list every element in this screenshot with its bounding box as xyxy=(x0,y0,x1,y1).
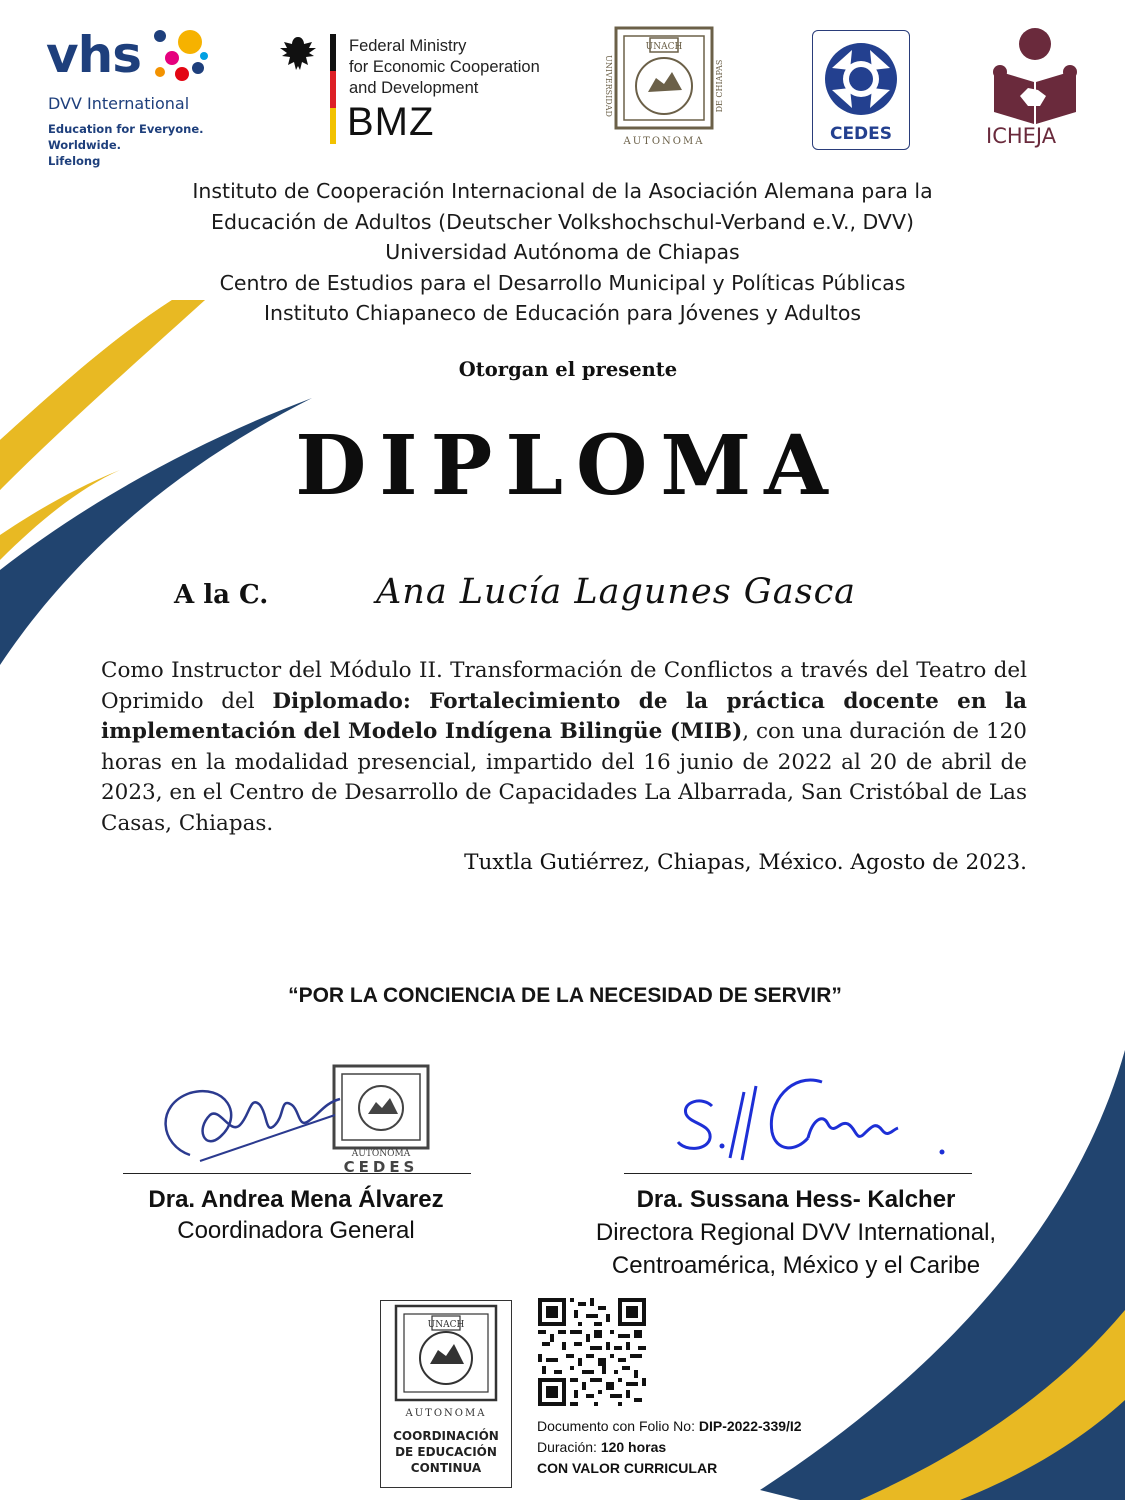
institutions-list xyxy=(120,176,1005,329)
right-signature xyxy=(672,1072,952,1164)
duration-label: Duración: xyxy=(537,1439,601,1455)
recipient-name: Ana Lucía Lagunes Gasca xyxy=(376,572,857,612)
place-date: Tuxtla Gutiérrez, Chiapas, México. Agosto de 2023. xyxy=(464,850,1027,875)
duration-value: 120 horas xyxy=(600,1439,667,1455)
bmz-line2: for Economic Cooperation xyxy=(349,58,540,76)
unach-badge-text: UNACH xyxy=(645,42,683,52)
bmz-line1: Federal Ministry xyxy=(349,37,467,55)
coordination-line1: COORDINACIÓN xyxy=(393,1429,499,1443)
institution-line: Educación de Adultos (Deutscher Volkshochschul-Verband e.V., DVV) xyxy=(211,209,914,234)
motto: “POR LA CONCIENCIA DE LA NECESIDAD DE SERVIR” xyxy=(288,984,842,1007)
stamp-bottom-text: AUTONOMA xyxy=(351,1149,411,1159)
unach-bottom-text: AUTONOMA xyxy=(623,136,705,147)
vhs-tagline xyxy=(48,121,268,169)
bmz-line3: and Development xyxy=(349,79,479,97)
institution-line: Universidad Autónoma de Chiapas xyxy=(385,240,740,264)
right-signatory-role xyxy=(548,1216,1044,1282)
right-signature-line xyxy=(624,1173,972,1174)
coordination-label xyxy=(380,1428,512,1476)
left-signature-line xyxy=(123,1173,471,1174)
curricular-value: CON VALOR CURRICULAR xyxy=(537,1460,718,1476)
folio-number: DIP-2022-339/I2 xyxy=(698,1418,802,1434)
german-flag-bar xyxy=(330,34,336,144)
right-signatory-name: Dra. Sussana Hess- Kalcher xyxy=(636,1186,956,1213)
otorgan-text: Otorgan el presente xyxy=(458,358,678,381)
folio-label: Documento con Folio No: xyxy=(537,1418,699,1434)
institution-line: Instituto Chiapaneco de Educación para Jóvenes y Adultos xyxy=(263,301,862,325)
institution-line: Centro de Estudios para el Desarrollo Municipal y Políticas Públicas xyxy=(219,270,906,295)
bmz-ministry-name xyxy=(349,36,540,99)
bmz-abbreviation: BMZ xyxy=(347,100,435,144)
right-role-line1: Directora Regional DVV International, xyxy=(595,1219,997,1246)
vhs-tagline-line2: Lifelong xyxy=(48,154,101,168)
cedes-globe-icon xyxy=(822,40,900,118)
left-signatory-role: Coordinadora General xyxy=(177,1217,415,1244)
institution-line: Instituto de Cooperación Internacional de la Asociación Alemana para la xyxy=(192,179,933,203)
diploma-body xyxy=(101,656,1027,839)
german-eagle-icon xyxy=(278,34,318,74)
folio-line xyxy=(537,1416,802,1437)
folio-block xyxy=(537,1416,802,1479)
icheja-reader-icon xyxy=(990,26,1080,124)
body-part1: Como Instructor del Módulo II. Transformación de Conflictos a través del Teatro del Oprimido del xyxy=(101,658,1027,714)
unach-footer-seal xyxy=(382,1302,510,1422)
body-course-title: Diplomado: Fortalecimiento de la práctica docente en la implementación del Modelo Indígena Bilingüe (MIB) xyxy=(101,688,1027,744)
stamp-cedes-text: CEDES xyxy=(343,1158,419,1174)
unach-seal-logo xyxy=(596,26,732,150)
recipient-prefix: A la C. xyxy=(174,580,269,610)
cedes-label: CEDES xyxy=(829,124,893,144)
right-role-line2: Centroamérica, México y el Caribe xyxy=(611,1252,981,1279)
duration-line xyxy=(537,1437,802,1458)
diploma-title: DIPLOMA xyxy=(295,418,841,514)
coordination-line2: DE EDUCACIÓN xyxy=(395,1445,497,1459)
coordination-line3: CONTINUA xyxy=(410,1461,482,1475)
vhs-org-name: DVV International xyxy=(48,94,190,113)
icheja-label: ICHEJA xyxy=(986,124,1057,148)
left-signature xyxy=(150,1075,350,1175)
curricular-line xyxy=(537,1458,802,1479)
body-part2: , con una duración de 120 horas en la modalidad presencial, impartido del 16 junio de 2022 al 20 de abril de 2023, en el Centro de Desarrollo de Capacidades La Albarrada, San Cristóbal de Las Casas, Chiapas. xyxy=(101,719,1027,836)
vhs-logo-wordmark: vhs xyxy=(46,26,141,84)
unach-right-text: DE CHIAPAS xyxy=(715,59,724,113)
footer-seal-badge: UNACH xyxy=(427,1320,465,1330)
vhs-tagline-line1: Education for Everyone. Worldwide. xyxy=(48,122,204,152)
unach-left-text: UNIVERSIDAD xyxy=(604,55,613,117)
qr-code[interactable] xyxy=(538,1298,646,1406)
footer-seal-bottom: AUTONOMA xyxy=(405,1408,487,1419)
vhs-dots-icon xyxy=(146,28,212,84)
left-signatory-name: Dra. Andrea Mena Álvarez xyxy=(148,1186,444,1213)
